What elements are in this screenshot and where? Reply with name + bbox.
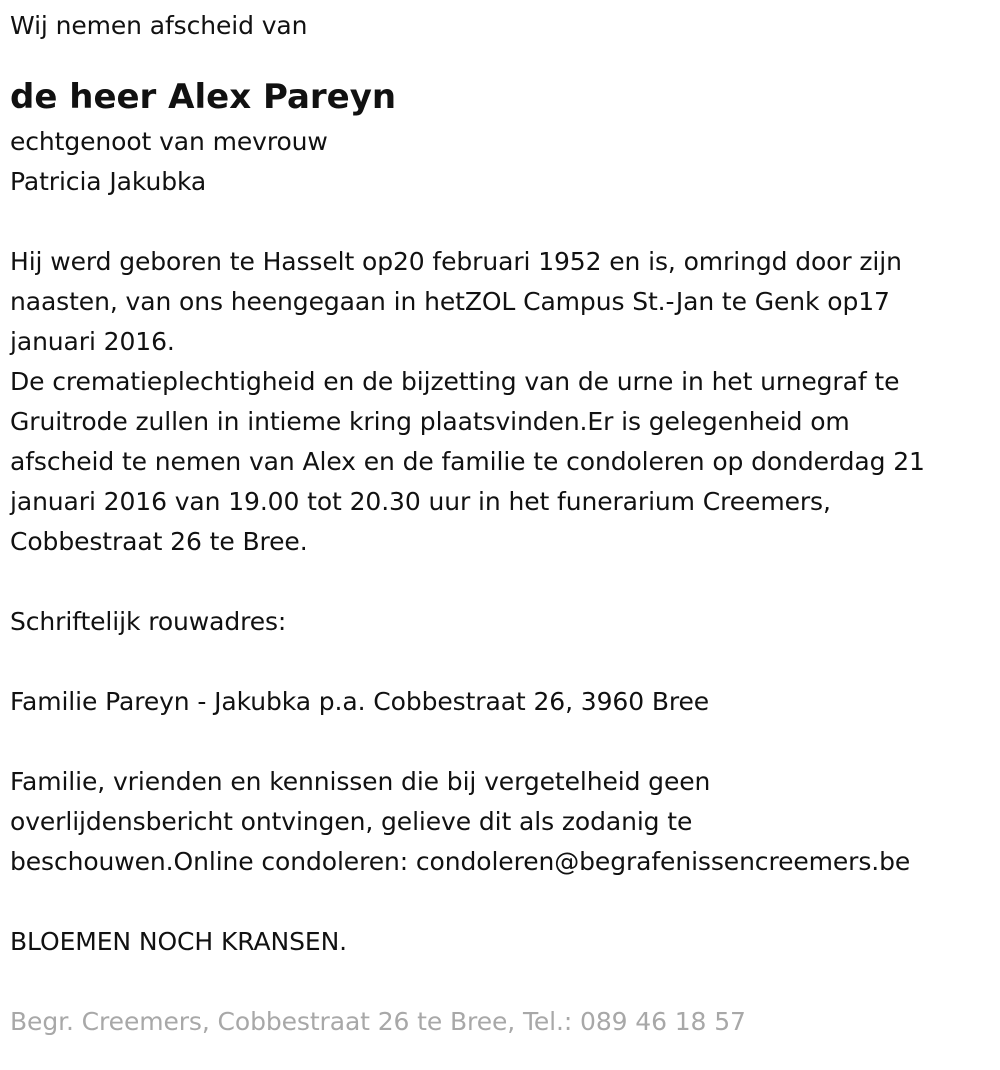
spacer <box>10 562 990 602</box>
paragraph-line: beschouwen.Online condoleren: condoleren@begrafenissencreemers.be <box>10 847 911 876</box>
spouse-line-2: Patricia Jakubka <box>10 167 207 196</box>
paragraph-line: Hij werd geboren te Hasselt op20 februari 1952 en is, omringd door zijn <box>10 247 902 276</box>
paragraph-line: Cobbestraat 26 te Bree. <box>10 527 308 556</box>
paragraph-line: januari 2016. <box>10 327 175 356</box>
spacer <box>10 202 990 242</box>
mourning-address: Familie Pareyn - Jakubka p.a. Cobbestraat 26, 3960 Bree <box>10 687 710 716</box>
spacer <box>10 962 990 1002</box>
paragraph-line: naasten, van ons heengegaan in hetZOL Campus St.-Jan te Genk op17 <box>10 287 890 316</box>
funeral-home-footer: Begr. Creemers, Cobbestraat 26 te Bree, Tel.: 089 46 18 57 <box>10 1007 746 1036</box>
condolence-paragraph <box>10 762 990 882</box>
paragraph-line: Familie, vrienden en kennissen die bij vergetelheid geen <box>10 767 711 796</box>
deceased-name: de heer Alex Pareyn <box>10 77 397 117</box>
paragraph-line: januari 2016 van 19.00 tot 20.30 uur in het funerarium Creemers, <box>10 487 831 516</box>
spouse-line-1: echtgenoot van mevrouw <box>10 127 328 156</box>
address-label: Schriftelijk rouwadres: <box>10 607 287 636</box>
paragraph-line: overlijdensbericht ontvingen, gelieve dit als zodanig te <box>10 807 693 836</box>
intro-text: Wij nemen afscheid van <box>10 11 308 40</box>
spacer <box>10 642 990 682</box>
paragraph-line: afscheid te nemen van Alex en de familie te condoleren op donderdag 21 <box>10 447 925 476</box>
announcement-paragraph <box>10 242 990 562</box>
spacer <box>10 882 990 922</box>
paragraph-line: De crematieplechtigheid en de bijzetting van de urne in het urnegraf te <box>10 367 900 396</box>
flowers-note: BLOEMEN NOCH KRANSEN. <box>10 927 348 956</box>
paragraph-line: Gruitrode zullen in intieme kring plaatsvinden.Er is gelegenheid om <box>10 407 850 436</box>
spacer <box>10 722 990 762</box>
